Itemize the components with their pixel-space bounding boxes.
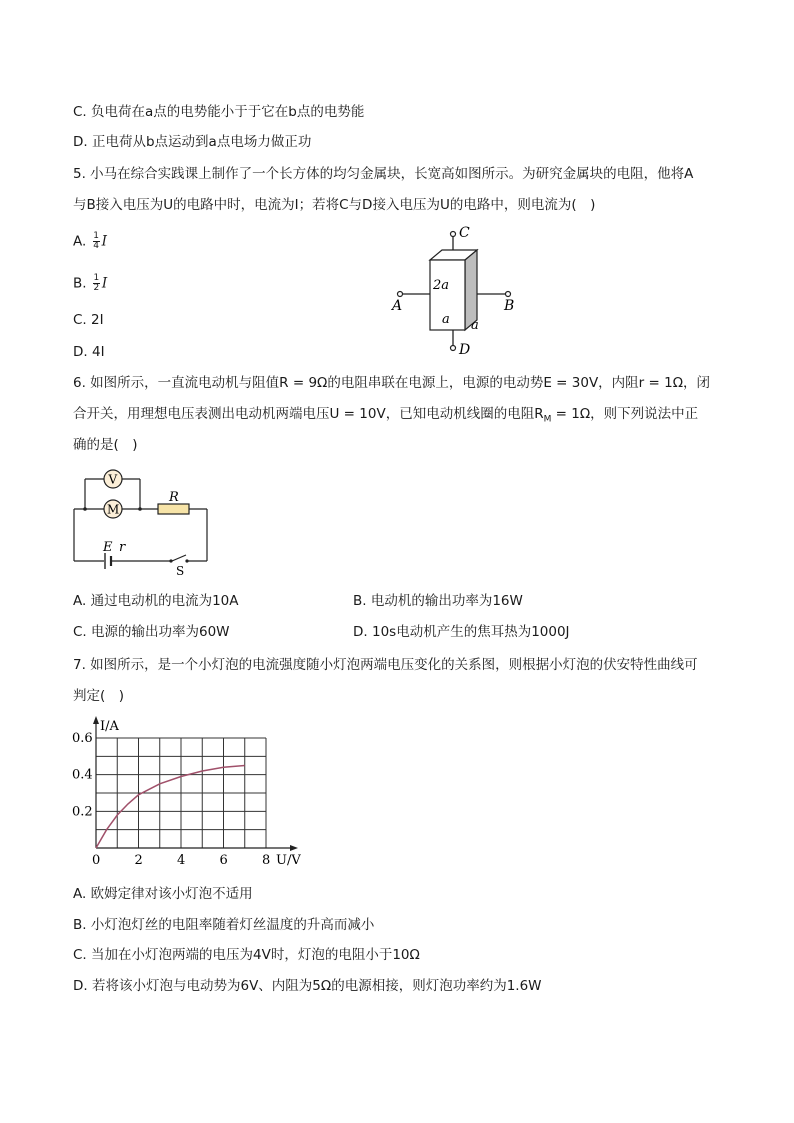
q6-option-c: C. 电源的输出功率为60W: [73, 624, 230, 640]
junction-node: [138, 507, 142, 511]
label-e: E: [103, 540, 113, 555]
circuit-figure: [70, 465, 215, 577]
q6-option-d: D. 10s电动机产生的焦耳热为1000J: [353, 624, 570, 640]
label-c: C: [459, 225, 470, 241]
label-height: 2a: [433, 278, 450, 293]
q5-option-b: [73, 274, 107, 293]
q6-option-b: B. 电动机的输出功率为16W: [353, 593, 523, 609]
denominator: 2: [93, 283, 100, 293]
label-v: V: [108, 472, 118, 487]
y-axis-label: I/A: [100, 719, 119, 734]
q5-stem-line2: 与B接入电压为U的电路中时，电流为I；若将C与D接入电压为U的电路中，则电流为( ): [73, 197, 596, 213]
q6-stem-line2: [73, 405, 698, 429]
label-b: B: [504, 298, 515, 314]
chart-axes: [93, 716, 298, 851]
q6-stem-line3: 确的是( ): [73, 437, 138, 453]
q5-option-c: C. 2I: [73, 312, 104, 328]
q5-option-d: D. 4I: [73, 344, 105, 360]
label-d: D: [459, 342, 471, 358]
option-letter: B.: [73, 275, 87, 292]
y-tick-label: 0.2: [72, 804, 93, 820]
subscript: M: [543, 414, 552, 425]
label-depth: a: [471, 318, 479, 333]
resistor-icon: [158, 504, 189, 514]
fraction: [93, 232, 100, 251]
y-tick-label: 0.4: [72, 767, 93, 783]
x-axis-label: U/V: [276, 853, 301, 868]
stem-text: 合开关，用理想电压表测出电动机两端电压U = 10V，已知电动机线圈的电阻R: [73, 406, 544, 422]
x-tick-label: 6: [219, 853, 228, 868]
metal-block-figure: [390, 222, 520, 360]
q7-option-a: A. 欧姆定律对该小灯泡不适用: [73, 886, 253, 902]
terminal-d: [451, 346, 456, 351]
option-letter: A.: [73, 233, 87, 250]
label-width: a: [442, 312, 450, 327]
q7-stem-line2: 判定( ): [73, 688, 125, 704]
fraction: [93, 274, 100, 293]
q7-option-c: C. 当加在小灯泡两端的电压为4V时，灯泡的电阻小于10Ω: [73, 947, 420, 963]
q5-stem-line1: 5. 小马在综合实践课上制作了一个长方体的均匀金属块，长宽高如图所示。为研究金属块的电阻，他将A: [73, 166, 694, 182]
q6-option-a: A. 通过电动机的电流为10A: [73, 593, 239, 609]
q7-stem-line1: 7. 如图所示，是一个小灯泡的电流强度随小灯泡两端电压变化的关系图，则根据小灯泡的伏安特性曲线可: [73, 657, 698, 673]
switch-contact: [185, 559, 188, 562]
label-m: M: [107, 502, 120, 517]
stem-text-end: = 1Ω，则下列说法中正: [551, 406, 699, 422]
x-tick-label: 8: [262, 853, 271, 868]
y-tick-label: 0.6: [72, 731, 93, 746]
label-r-big: R: [169, 490, 179, 505]
iv-curve-line: [96, 766, 245, 849]
q4-option-d: D. 正电荷从b点运动到a点电场力做正功: [73, 134, 312, 150]
y-axis-arrow: [93, 716, 99, 724]
label-s: S: [176, 564, 185, 577]
q4-option-c: C. 负电荷在a点的电势能小于于它在b点的电势能: [73, 104, 365, 120]
label-r-small: r: [119, 540, 126, 555]
x-tick-label: 0: [92, 853, 101, 868]
chart-grid: [96, 738, 266, 848]
chart-curve-layer: [96, 766, 245, 849]
q7-option-b: B. 小灯泡灯丝的电阻率随着灯丝温度的升高而减小: [73, 917, 375, 933]
iv-characteristic-chart: [66, 712, 316, 872]
q5-option-a: [73, 232, 107, 251]
x-axis-arrow: [290, 845, 298, 851]
numerator: 1: [93, 273, 100, 283]
numerator: 1: [93, 231, 99, 241]
denominator: 4: [93, 241, 99, 251]
terminal-b: [506, 292, 511, 297]
switch-contact: [169, 559, 172, 562]
switch-blade: [172, 555, 186, 561]
terminal-c: [451, 232, 456, 237]
q7-option-d: D. 若将该小灯泡与电动势为6V、内阻为5Ω的电源相接，则灯泡功率约为1.6W: [73, 978, 542, 994]
junction-node: [83, 507, 87, 511]
x-tick-label: 2: [134, 853, 143, 868]
x-tick-label: 4: [177, 853, 186, 868]
label-a: A: [392, 298, 403, 314]
q6-stem-line1: 6. 如图所示，一直流电动机与阻值R = 9Ω的电阻串联在电源上，电源的电动势E = 30V，内阻r = 1Ω，闭: [73, 375, 711, 391]
option-value: I: [101, 233, 107, 250]
terminal-a: [398, 292, 403, 297]
option-value: I: [101, 275, 108, 292]
